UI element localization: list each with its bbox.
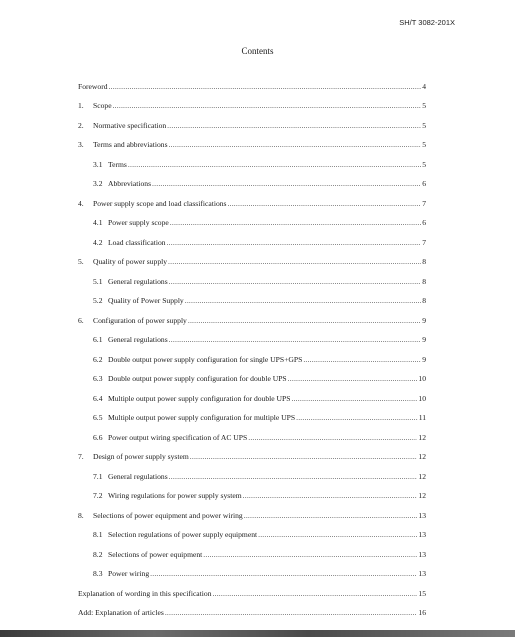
toc-entry-title: Configuration of power supply: [93, 315, 187, 325]
toc-entry-page: 12: [418, 452, 426, 461]
toc-entry-title: Terms: [108, 159, 127, 169]
toc-entry[interactable]: [78, 114, 426, 134]
toc-entry-page: 8: [422, 296, 426, 305]
toc-dot-leader: [113, 102, 422, 110]
toc-entry-page: 4: [422, 81, 426, 91]
toc-entry-number: 8.1: [93, 530, 103, 539]
toc-entry[interactable]: [78, 270, 426, 290]
toc-entry-number: 8.2: [93, 549, 103, 559]
toc-entry-title: Explanation of wording in this specification: [78, 588, 212, 598]
toc-entry[interactable]: [78, 465, 426, 485]
toc-entry-title: Selections of power equipment: [108, 549, 203, 559]
page-title: Contents: [241, 46, 274, 56]
toc-entry[interactable]: [78, 407, 426, 427]
toc-entry-number: 6.3: [93, 374, 103, 383]
toc-entry[interactable]: [78, 173, 426, 193]
toc-dot-leader: [190, 453, 418, 461]
toc-entry-page: 6: [422, 179, 426, 188]
toc-entry[interactable]: [78, 563, 426, 583]
toc-dot-leader: [244, 512, 418, 520]
toc-entry-title: Abbreviations: [108, 179, 152, 188]
toc-dot-leader: [288, 375, 418, 383]
toc-entry[interactable]: [78, 329, 426, 349]
toc-entry-title: Multiple output power supply configuration for double UPS: [108, 393, 291, 403]
toc-entry[interactable]: [78, 543, 426, 563]
toc-entry-page: 6: [422, 218, 426, 227]
toc-entry-number: 3.2: [93, 179, 103, 188]
toc-entry-number: 8.3: [93, 569, 103, 578]
toc-entry-title: Power output wiring specification of AC UPS: [108, 432, 248, 442]
toc-entry-title: Terms and abbreviations: [93, 140, 168, 149]
toc-entry[interactable]: [78, 309, 426, 329]
toc-entry-number: 6.4: [93, 393, 103, 403]
toc-entry-page: 5: [422, 120, 426, 130]
toc-dot-leader: [248, 434, 417, 442]
toc-entry-number: 5.2: [93, 296, 103, 305]
toc-entry-page: 8: [422, 276, 426, 286]
toc-dot-leader: [258, 531, 417, 539]
toc-entry[interactable]: [78, 446, 426, 466]
toc-entry-number: 6.5: [93, 413, 103, 422]
toc-entry[interactable]: [78, 582, 426, 602]
toc-entry[interactable]: [78, 192, 426, 212]
toc-entry[interactable]: [78, 251, 426, 271]
table-of-contents: [78, 75, 426, 621]
toc-entry-page: 9: [422, 335, 426, 344]
toc-entry-title: Design of power supply system: [93, 452, 189, 461]
toc-entry-page: 12: [418, 491, 426, 500]
toc-entry-title: Selections of power equipment and power wiring: [93, 510, 243, 520]
toc-entry-title: Normative specification: [93, 120, 167, 130]
toc-entry[interactable]: [78, 602, 426, 622]
toc-dot-leader: [185, 297, 421, 305]
toc-dot-leader: [169, 473, 418, 481]
toc-entry[interactable]: [78, 212, 426, 232]
toc-entry-number: 4.1: [93, 218, 103, 227]
toc-entry[interactable]: [78, 231, 426, 251]
toc-entry-title: General regulations: [108, 335, 168, 344]
toc-dot-leader: [128, 161, 421, 169]
toc-entry-page: 12: [418, 471, 426, 481]
toc-entry[interactable]: [78, 485, 426, 505]
toc-entry-number: 6.: [78, 315, 84, 325]
toc-dot-leader: [169, 141, 422, 149]
toc-entry-page: 5: [422, 101, 426, 110]
toc-entry-page: 10: [418, 374, 426, 383]
toc-dot-leader: [169, 278, 422, 286]
toc-entry[interactable]: [78, 75, 426, 95]
toc-dot-leader: [109, 83, 422, 91]
toc-entry-page: 10: [418, 393, 426, 403]
toc-dot-leader: [152, 180, 421, 188]
toc-dot-leader: [167, 122, 421, 130]
toc-entry[interactable]: [78, 426, 426, 446]
toc-dot-leader: [303, 356, 421, 364]
toc-dot-leader: [203, 551, 417, 559]
toc-entry-number: 5.1: [93, 276, 103, 286]
toc-entry-title: General regulations: [108, 471, 168, 481]
toc-dot-leader: [150, 570, 417, 578]
toc-dot-leader: [228, 200, 422, 208]
toc-entry[interactable]: [78, 290, 426, 310]
toc-entry-title: Power supply scope and load classifications: [93, 198, 227, 208]
toc-entry[interactable]: [78, 95, 426, 115]
toc-entry-page: 9: [422, 315, 426, 325]
toc-entry-number: 4.: [78, 198, 84, 208]
toc-entry-page: 13: [418, 510, 426, 520]
toc-entry-page: 13: [418, 569, 426, 578]
toc-entry-title: Power wiring: [108, 569, 150, 578]
toc-entry-page: 16: [418, 608, 426, 617]
toc-entry[interactable]: [78, 348, 426, 368]
toc-dot-leader: [291, 395, 417, 403]
toc-entry-title: Add: Explanation of articles: [78, 608, 164, 617]
toc-dot-leader: [243, 492, 418, 500]
toc-entry-title: Power supply scope: [108, 218, 169, 227]
toc-entry-page: 15: [418, 588, 426, 598]
toc-entry-title: Selection regulations of power supply equipment: [108, 530, 258, 539]
toc-entry-title: Quality of Power Supply: [108, 296, 184, 305]
toc-entry-number: 7.1: [93, 471, 103, 481]
toc-entry[interactable]: [78, 504, 426, 524]
toc-entry-title: Scope: [93, 101, 112, 110]
toc-entry-page: 12: [418, 432, 426, 442]
toc-entry[interactable]: [78, 368, 426, 388]
toc-entry-title: Double output power supply configuration for single UPS+GPS: [108, 354, 303, 364]
toc-entry-title: General regulations: [108, 276, 168, 286]
document-code: SH/T 3082-201X: [399, 18, 455, 27]
toc-entry[interactable]: [78, 387, 426, 407]
toc-entry-number: 6.6: [93, 432, 103, 442]
toc-dot-leader: [165, 609, 418, 617]
toc-entry-number: 4.2: [93, 237, 103, 247]
toc-entry[interactable]: [78, 153, 426, 173]
toc-entry-page: 13: [418, 530, 426, 539]
bottom-edge-bar: [0, 630, 515, 637]
toc-dot-leader: [170, 219, 421, 227]
toc-dot-leader: [213, 590, 418, 598]
toc-entry-number: 6.1: [93, 335, 103, 344]
toc-dot-leader: [296, 414, 418, 422]
toc-entry-title: Double output power supply configuration for double UPS: [108, 374, 287, 383]
toc-dot-leader: [167, 239, 422, 247]
toc-entry-number: 8.: [78, 510, 84, 520]
toc-entry-page: 7: [422, 198, 426, 208]
toc-entry-title: Wiring regulations for power supply system: [108, 491, 242, 500]
toc-entry-page: 8: [422, 257, 426, 266]
toc-entry[interactable]: [78, 134, 426, 154]
toc-entry-number: 3.1: [93, 159, 103, 169]
toc-entry-number: 7.2: [93, 491, 103, 500]
toc-entry-number: 5.: [78, 257, 84, 266]
toc-entry-number: 7.: [78, 452, 84, 461]
toc-dot-leader: [188, 317, 421, 325]
toc-entry-number: 2.: [78, 120, 84, 130]
toc-entry-page: 7: [422, 237, 426, 247]
toc-entry-number: 1.: [78, 101, 84, 110]
toc-entry-title: Multiple output power supply configuration for multiple UPS: [108, 413, 296, 422]
toc-entry-number: 6.2: [93, 354, 103, 364]
toc-entry-title: Quality of power supply: [93, 257, 168, 266]
toc-entry-page: 13: [418, 549, 426, 559]
toc-entry-title: Foreword: [78, 81, 108, 91]
toc-entry-page: 9: [422, 354, 426, 364]
toc-entry-page: 5: [422, 140, 426, 149]
toc-dot-leader: [168, 258, 421, 266]
toc-entry-page: 11: [418, 413, 426, 422]
toc-entry-page: 5: [422, 159, 426, 169]
toc-dot-leader: [169, 336, 422, 344]
toc-entry[interactable]: [78, 524, 426, 544]
toc-entry-number: 3.: [78, 140, 84, 149]
toc-entry-title: Load classification: [108, 237, 166, 247]
